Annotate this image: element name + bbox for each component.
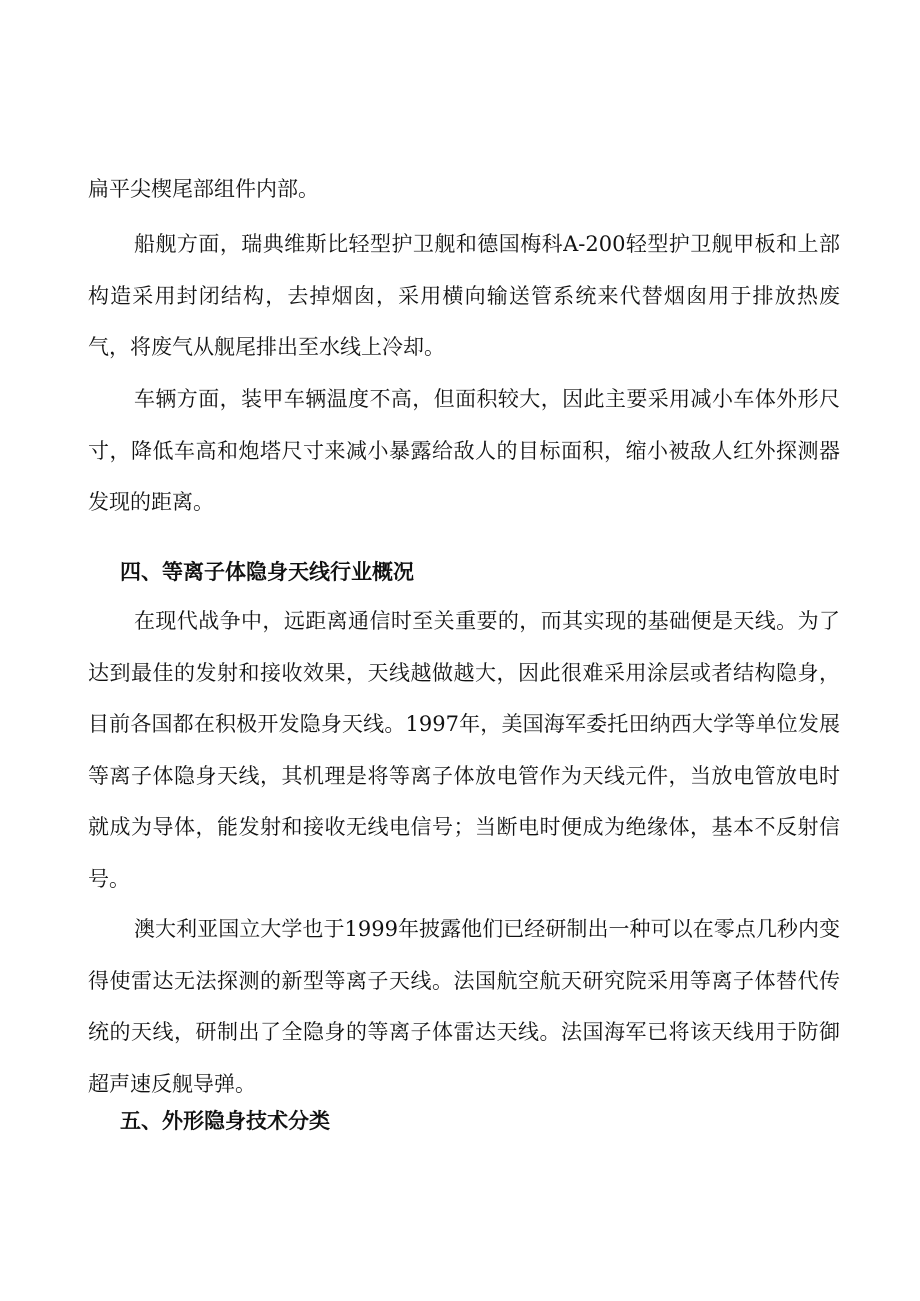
section-heading-shape-stealth: 五、外形隐身技术分类 (120, 1108, 330, 1133)
paragraph-plasma-antenna-us: 在现代战争中，远距离通信时至关重要的，而其实现的基础便是天线。为了达到最佳的发射和接收效果，天线越做越大，因此很难采用涂层或者结构隐身，目前各国都在积极开发隐身天线。1997年，美国海军委托田纳西大学等单位发展等离子体隐身天线，其机理是将等离子体放电管作为天线元件，当放电管放电时就成为导体，能发射和接收无线电信号；当断电时便成为绝缘体，基本不反射信号。 (88, 609, 840, 891)
section-heading-plasma-antenna: 四、等离子体隐身天线行业概况 (120, 559, 414, 584)
paragraph-plasma-antenna-australia-france: 澳大利亚国立大学也于1999年披露他们已经研制出一种可以在零点几秒内变得使雷达无法探测的新型等离子天线。法国航空航天研究院采用等离子体替代传统的天线，研制出了全隐身的等离子体雷达天线。法国海军已将该天线用于防御超声速反舰导弹。 (88, 917, 840, 1096)
paragraph-continuation: 扁平尖楔尾部组件内部。 (88, 177, 319, 201)
paragraph-ship-stealth: 船舰方面，瑞典维斯比轻型护卫舰和德国梅科A-200轻型护卫舰甲板和上部构造采用封闭结构，去掉烟囱，采用横向输送管系统来代替烟囱用于排放热废气，将废气从舰尾排出至水线上冷却。 (88, 232, 840, 359)
paragraph-vehicle-stealth: 车辆方面，装甲车辆温度不高，但面积较大，因此主要采用减小车体外形尺寸，降低车高和炮塔尺寸来减小暴露给敌人的目标面积，缩小被敌人红外探测器发现的距离。 (88, 387, 840, 514)
